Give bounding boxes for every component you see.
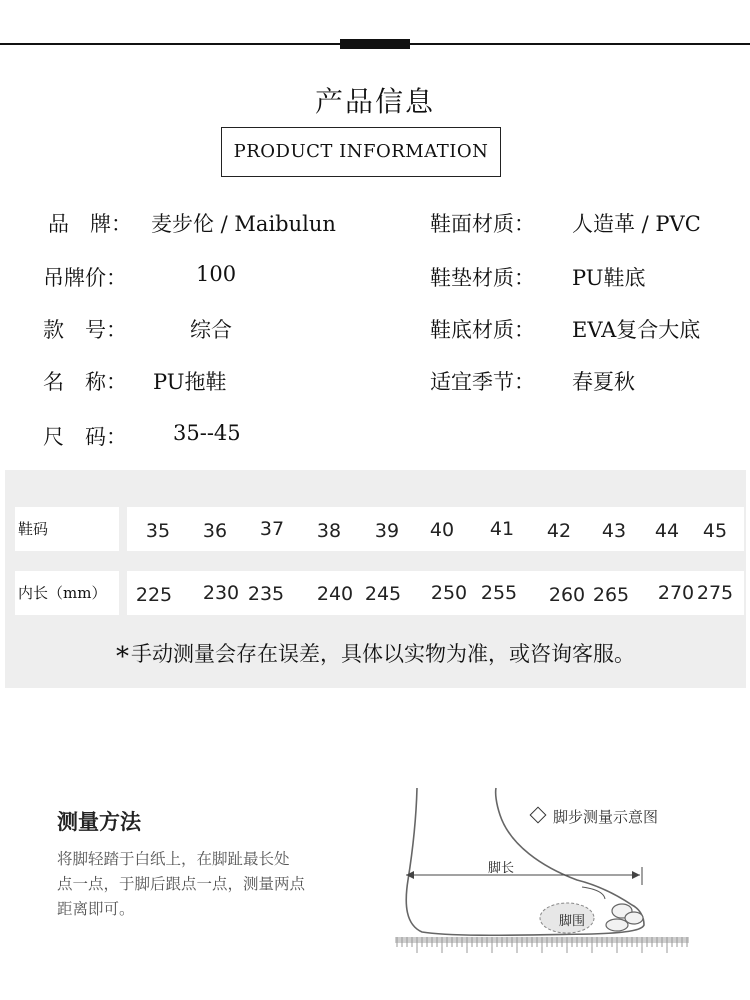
diamond-icon [530, 807, 547, 824]
toe-shape [606, 919, 628, 931]
length-cell: 245 [364, 583, 402, 605]
diagram-caption-text: 脚步测量示意图 [553, 808, 659, 826]
arrow-head-right [632, 871, 640, 879]
note-asterisk: * [116, 642, 129, 672]
info-label: 款 号： [43, 318, 127, 342]
length-row-label: 内长（mm） [15, 571, 119, 615]
size-cell: 41 [489, 518, 515, 540]
info-value: 综合 [190, 318, 232, 342]
length-cell: 275 [696, 582, 734, 604]
info-value: PU拖鞋 [153, 370, 227, 394]
info-value: EVA复合大底 [572, 318, 701, 342]
info-label: 鞋垫材质： [430, 266, 535, 290]
length-cell: 255 [480, 582, 518, 604]
section-title: 产品信息 [314, 85, 435, 118]
size-cell: 36 [202, 520, 228, 542]
info-label: 适宜季节： [430, 370, 535, 394]
info-label: 吊牌价： [43, 266, 127, 290]
top-divider-block [340, 39, 410, 49]
size-cell: 43 [601, 520, 627, 542]
length-cell: 265 [592, 584, 630, 606]
info-value: 人造革 / PVC [572, 212, 701, 236]
size-cell: 37 [259, 518, 285, 540]
size-cell: 44 [654, 520, 680, 542]
length-cell: 230 [202, 582, 240, 604]
size-row-cells [127, 507, 744, 551]
section-subtitle: PRODUCT INFORMATION [221, 127, 501, 177]
method-line: 距离即可。 [57, 900, 135, 918]
info-label: 名 称： [43, 370, 127, 394]
measurement-note [5, 638, 746, 672]
size-cell: 38 [316, 520, 342, 542]
size-chart [5, 470, 746, 688]
length-cell: 240 [316, 583, 354, 605]
size-cell: 45 [702, 520, 728, 542]
note-text: 手动测量会存在误差，具体以实物为准，或咨询客服。 [131, 642, 635, 666]
size-cell: 42 [546, 520, 572, 542]
diagram-caption [532, 806, 658, 827]
size-cell: 35 [145, 520, 171, 542]
length-cell: 225 [135, 584, 173, 606]
toe-shape [625, 912, 643, 924]
method-title: 测量方法 [57, 810, 141, 834]
method-line: 将脚轻踏于白纸上，在脚趾最长处 [57, 850, 290, 868]
length-cell: 260 [548, 584, 586, 606]
method-line: 点一点，于脚后跟点一点，测量两点 [57, 875, 306, 893]
info-label: 尺 码： [43, 425, 127, 449]
length-cell: 250 [430, 582, 468, 604]
info-label: 鞋底材质： [430, 318, 535, 342]
length-cell: 270 [657, 582, 695, 604]
info-value: 春夏秋 [572, 370, 635, 394]
info-value: 35--45 [173, 421, 241, 445]
method-description [57, 847, 377, 922]
info-value: 100 [196, 262, 237, 286]
info-value: PU鞋底 [572, 266, 646, 290]
size-cell: 39 [374, 520, 400, 542]
foot-length-label: 脚长 [488, 861, 515, 876]
info-label: 品 牌： [48, 212, 132, 236]
length-row-cells [127, 571, 744, 615]
size-cell: 40 [429, 519, 455, 541]
info-value: 麦步伦 / Maibulun [151, 212, 336, 236]
foot-girth-label: 脚围 [559, 914, 586, 929]
size-row-label: 鞋码 [15, 507, 119, 551]
info-label: 鞋面材质： [430, 212, 535, 236]
length-cell: 235 [247, 583, 285, 605]
